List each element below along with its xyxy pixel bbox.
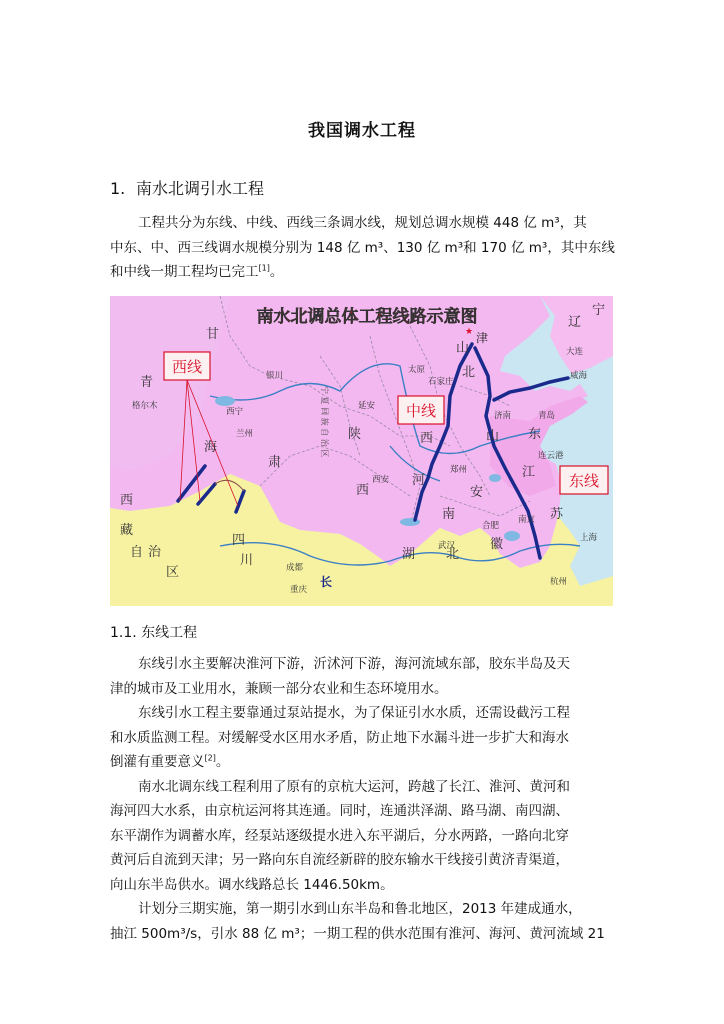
section-number: 1.1. — [110, 625, 137, 641]
text-line: 计划分三期实施，第一期引水到山东半岛和鲁北地区，2013 年建成通水， — [138, 901, 582, 917]
city-label: 上海 — [580, 533, 598, 543]
place-label: 四 — [232, 533, 246, 548]
lake — [489, 474, 501, 482]
city-label: 合肥 — [482, 521, 500, 531]
middle-route-label: 中线 — [405, 402, 437, 420]
section-heading-1 — [110, 176, 264, 199]
map-title: 南水北调总体工程线路示意图 — [256, 307, 478, 327]
place-label: 西 — [120, 493, 134, 508]
section-heading-1-1 — [110, 622, 197, 642]
city-label: 太原 — [408, 365, 426, 375]
city-label: 青岛 — [538, 411, 556, 421]
text-line: 倒灌有重要意义 — [110, 754, 205, 770]
place-label: 西 — [420, 431, 434, 446]
text-line: 和中线一期工程均已完工 — [110, 264, 259, 280]
qinghai-lake — [215, 396, 235, 406]
place-label: 北 — [462, 365, 476, 380]
place-label: 西 — [356, 483, 370, 498]
place-label: 治 — [148, 545, 162, 560]
text-line: 和水质监测工程。对缓解受水区用水矛盾，防止地下水漏斗进一步扩大和海水 — [110, 729, 569, 746]
text-line: 中东、中、西三线调水规模分别为 148 亿 m³、130 亿 m³和 170 亿 m³，其中东线 — [110, 239, 615, 256]
citation[interactable]: [1] — [258, 263, 270, 273]
south-north-water-diversion-map — [110, 296, 613, 606]
place-label: 海 — [204, 440, 218, 455]
place-label: 东 — [528, 427, 542, 442]
city-label: 武汉 — [438, 541, 456, 551]
place-label: 青 — [140, 375, 154, 390]
place-label: 苏 — [550, 507, 564, 522]
east-label-group — [560, 466, 608, 494]
city-label: 大连 — [566, 347, 584, 357]
document-title: 我国调水工程 — [308, 121, 416, 141]
city-label: 郑州 — [450, 465, 468, 475]
city-label: 石家庄 — [428, 377, 454, 387]
place-label: 甘 — [206, 327, 220, 342]
text-line: 南水北调东线工程利用了原有的京杭大运河，跨越了长江、淮河、黄河和 — [138, 778, 570, 795]
west-route-label: 西线 — [171, 358, 203, 376]
text-line: 。 — [215, 754, 230, 770]
text-line: 津的城市及工业用水，兼顾一部分农业和生态环境用水。 — [110, 680, 448, 697]
city-label: 兰州 — [236, 429, 254, 439]
place-label: 宁 — [592, 303, 606, 318]
section-title: 东线工程 — [141, 625, 198, 641]
text-line: 黄河后自流到天津；另一路向东自流经新辟的胶东输水干线接引黄济青渠道， — [110, 852, 569, 868]
body-paragraphs — [110, 652, 616, 946]
place-label: 区 — [166, 565, 180, 580]
lake — [504, 531, 520, 541]
section-number: 1. — [110, 179, 126, 198]
place-label: 徽 — [490, 537, 504, 552]
city-label: 成都 — [286, 563, 304, 573]
city-label: 重庆 — [290, 585, 308, 595]
place-label: 辽 — [568, 315, 582, 330]
capital-star-icon: ★ — [465, 327, 474, 337]
east-route-label: 东线 — [568, 472, 600, 490]
place-label: 宁 夏 回 族 自 治 区 — [320, 386, 329, 458]
place-label: 川 — [240, 553, 254, 568]
place-label: 北 — [446, 547, 460, 562]
text-line: 海河四大水系，由京杭运河将其连通。同时，连通洪泽湖、路马湖、南四湖、 — [110, 803, 569, 819]
place-label: 藏 — [120, 523, 134, 538]
text-line: 东线引水主要解决淮河下游，沂沭河下游，海河流域东部，胶东半岛及天 — [138, 656, 570, 672]
text-line: 东线引水工程主要靠通过泵站提水，为了保证引水水质，还需设截污工程 — [138, 705, 570, 721]
text-line: 工程共分为东线、中线、西线三条调水线，规划总调水规模 448 亿 m³，其 — [138, 215, 587, 231]
place-label: 安 — [470, 485, 484, 500]
citation[interactable]: [2] — [204, 753, 216, 763]
place-label: 江 — [522, 465, 536, 480]
city-label: 杭州 — [550, 577, 568, 587]
city-label: 延安 — [358, 401, 376, 411]
place-label: 南 — [442, 507, 456, 522]
place-label: 陕 — [348, 427, 362, 442]
text-line: 向山东半岛供水。调水线路总长 1446.50km。 — [110, 876, 394, 893]
city-label: 西安 — [372, 475, 390, 485]
place-label: 湖 — [402, 547, 416, 562]
city-label: 济南 — [494, 411, 512, 421]
city-label: 银川 — [266, 371, 284, 381]
section-title: 南水北调引水工程 — [136, 179, 265, 198]
city-label: 津 — [476, 331, 489, 345]
text-line: 东平湖作为调蓄水库，经泵站逐级提水进入东平湖后，分水两路，一路向北穿 — [110, 827, 569, 844]
city-label: 西宁 — [226, 407, 244, 417]
place-label: 自 — [130, 545, 144, 560]
city-label: 威海 — [570, 371, 588, 381]
city-label: 格尔木 — [132, 401, 158, 411]
place-label: 山 — [486, 429, 500, 444]
place-label: 长 — [320, 575, 333, 589]
place-label: 山 — [456, 341, 470, 356]
text-line: 。 — [269, 264, 284, 280]
text-line: 抽江 500m³/s，引水 88 亿 m³；一期工程的供水范围有淮河、海河、黄河流域 21 — [110, 925, 605, 942]
intro-paragraph — [110, 211, 616, 285]
place-label: 肃 — [268, 455, 282, 470]
city-label: 南京 — [518, 515, 536, 525]
middle-label-group — [398, 396, 444, 424]
place-label: 河 — [412, 473, 426, 488]
city-label: 连云港 — [538, 451, 564, 461]
